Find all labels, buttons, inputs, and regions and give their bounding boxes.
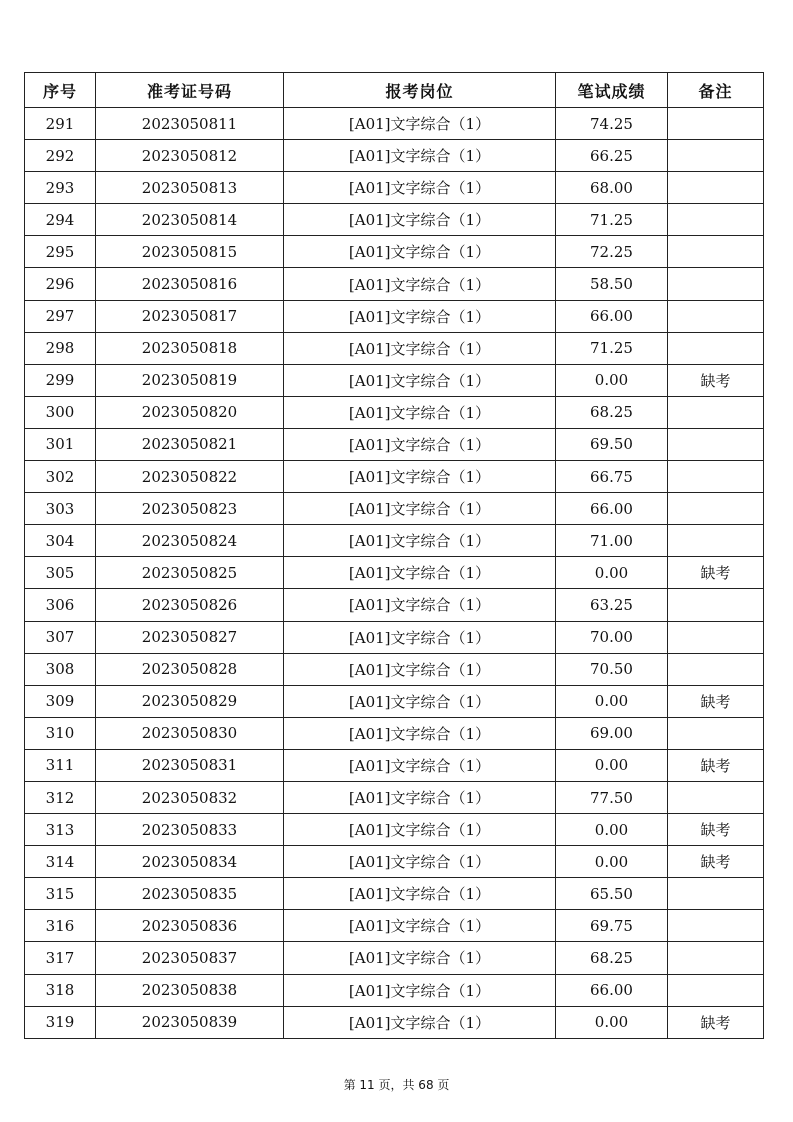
ticket-number-cell: 2023050826 [96, 589, 284, 621]
ticket-number-cell: 2023050821 [96, 428, 284, 460]
serial-number-cell: 304 [25, 525, 96, 557]
remark-cell [668, 300, 764, 332]
page-footer: 第 11 页，共 68 页 [343, 1078, 450, 1092]
table-row [25, 910, 764, 942]
score-cell: 72.25 [556, 236, 668, 268]
table-row [25, 172, 764, 204]
ticket-number-cell: 2023050837 [96, 942, 284, 974]
ticket-number-cell: 2023050818 [96, 332, 284, 364]
position-cell: [A01]文字综合（1） [284, 461, 556, 493]
position-cell: [A01]文字综合（1） [284, 396, 556, 428]
score-cell: 0.00 [556, 749, 668, 781]
serial-number-cell: 299 [25, 364, 96, 396]
remark-cell [668, 942, 764, 974]
position-cell: [A01]文字综合（1） [284, 268, 556, 300]
ticket-number-cell: 2023050834 [96, 846, 284, 878]
remark-cell [668, 653, 764, 685]
remark-cell [668, 204, 764, 236]
score-cell: 58.50 [556, 268, 668, 300]
score-cell: 71.00 [556, 525, 668, 557]
header-ticket-number: 准考证号码 [96, 73, 284, 108]
position-cell: [A01]文字综合（1） [284, 525, 556, 557]
score-cell: 0.00 [556, 685, 668, 717]
table-row [25, 846, 764, 878]
ticket-number-cell: 2023050815 [96, 236, 284, 268]
score-cell: 69.75 [556, 910, 668, 942]
header-position: 报考岗位 [284, 73, 556, 108]
score-cell: 70.00 [556, 621, 668, 653]
table-row [25, 781, 764, 813]
score-cell: 0.00 [556, 846, 668, 878]
score-cell: 0.00 [556, 557, 668, 589]
serial-number-cell: 297 [25, 300, 96, 332]
ticket-number-cell: 2023050828 [96, 653, 284, 685]
table-row [25, 461, 764, 493]
table-row [25, 974, 764, 1006]
serial-number-cell: 316 [25, 910, 96, 942]
table-header [25, 73, 764, 108]
header-written-score: 笔试成绩 [556, 73, 668, 108]
score-cell: 69.00 [556, 717, 668, 749]
table-row [25, 396, 764, 428]
remark-cell [668, 717, 764, 749]
position-cell: [A01]文字综合（1） [284, 172, 556, 204]
serial-number-cell: 317 [25, 942, 96, 974]
remark-cell [668, 493, 764, 525]
ticket-number-cell: 2023050825 [96, 557, 284, 589]
ticket-number-cell: 2023050822 [96, 461, 284, 493]
table-row [25, 493, 764, 525]
table-row [25, 268, 764, 300]
remark-cell [668, 268, 764, 300]
position-cell: [A01]文字综合（1） [284, 1006, 556, 1038]
score-cell: 71.25 [556, 332, 668, 364]
position-cell: [A01]文字综合（1） [284, 108, 556, 140]
remark-cell [668, 974, 764, 1006]
header-remarks: 备注 [668, 73, 764, 108]
table-row [25, 878, 764, 910]
table-row [25, 108, 764, 140]
remark-cell [668, 108, 764, 140]
ticket-number-cell: 2023050829 [96, 685, 284, 717]
serial-number-cell: 319 [25, 1006, 96, 1038]
table-row [25, 557, 764, 589]
position-cell: [A01]文字综合（1） [284, 332, 556, 364]
score-cell: 68.25 [556, 396, 668, 428]
ticket-number-cell: 2023050811 [96, 108, 284, 140]
table-row [25, 204, 764, 236]
ticket-number-cell: 2023050835 [96, 878, 284, 910]
serial-number-cell: 308 [25, 653, 96, 685]
score-cell: 70.50 [556, 653, 668, 685]
remark-cell [668, 396, 764, 428]
serial-number-cell: 298 [25, 332, 96, 364]
remark-cell [668, 621, 764, 653]
serial-number-cell: 306 [25, 589, 96, 621]
serial-number-cell: 307 [25, 621, 96, 653]
position-cell: [A01]文字综合（1） [284, 300, 556, 332]
position-cell: [A01]文字综合（1） [284, 749, 556, 781]
table-row [25, 717, 764, 749]
ticket-number-cell: 2023050839 [96, 1006, 284, 1038]
serial-number-cell: 300 [25, 396, 96, 428]
table-row [25, 236, 764, 268]
remark-cell [668, 910, 764, 942]
ticket-number-cell: 2023050813 [96, 172, 284, 204]
ticket-number-cell: 2023050820 [96, 396, 284, 428]
table-row [25, 332, 764, 364]
position-cell: [A01]文字综合（1） [284, 204, 556, 236]
ticket-number-cell: 2023050816 [96, 268, 284, 300]
header-row [25, 73, 764, 108]
serial-number-cell: 318 [25, 974, 96, 1006]
serial-number-cell: 292 [25, 140, 96, 172]
remark-cell: 缺考 [668, 1006, 764, 1038]
ticket-number-cell: 2023050831 [96, 749, 284, 781]
remark-cell [668, 140, 764, 172]
table-row [25, 140, 764, 172]
position-cell: [A01]文字综合（1） [284, 589, 556, 621]
table-row [25, 1006, 764, 1038]
position-cell: [A01]文字综合（1） [284, 621, 556, 653]
serial-number-cell: 311 [25, 749, 96, 781]
serial-number-cell: 314 [25, 846, 96, 878]
serial-number-cell: 301 [25, 428, 96, 460]
remark-cell [668, 236, 764, 268]
table-row [25, 653, 764, 685]
score-cell: 66.00 [556, 300, 668, 332]
position-cell: [A01]文字综合（1） [284, 364, 556, 396]
remark-cell [668, 589, 764, 621]
position-cell: [A01]文字综合（1） [284, 910, 556, 942]
remark-cell [668, 878, 764, 910]
remark-cell: 缺考 [668, 846, 764, 878]
remark-cell [668, 332, 764, 364]
position-cell: [A01]文字综合（1） [284, 653, 556, 685]
table-row [25, 364, 764, 396]
score-cell: 68.00 [556, 172, 668, 204]
score-cell: 74.25 [556, 108, 668, 140]
score-cell: 66.75 [556, 461, 668, 493]
score-cell: 65.50 [556, 878, 668, 910]
serial-number-cell: 302 [25, 461, 96, 493]
table-row [25, 685, 764, 717]
table-row [25, 814, 764, 846]
table-body [25, 108, 764, 1039]
serial-number-cell: 313 [25, 814, 96, 846]
serial-number-cell: 309 [25, 685, 96, 717]
remark-cell [668, 781, 764, 813]
ticket-number-cell: 2023050823 [96, 493, 284, 525]
remark-cell: 缺考 [668, 557, 764, 589]
remark-cell [668, 172, 764, 204]
score-cell: 0.00 [556, 364, 668, 396]
score-cell: 66.00 [556, 974, 668, 1006]
remark-cell: 缺考 [668, 749, 764, 781]
ticket-number-cell: 2023050836 [96, 910, 284, 942]
serial-number-cell: 294 [25, 204, 96, 236]
remark-cell: 缺考 [668, 685, 764, 717]
serial-number-cell: 293 [25, 172, 96, 204]
table-row [25, 525, 764, 557]
table-row [25, 749, 764, 781]
table-row [25, 428, 764, 460]
ticket-number-cell: 2023050832 [96, 781, 284, 813]
position-cell: [A01]文字综合（1） [284, 236, 556, 268]
serial-number-cell: 312 [25, 781, 96, 813]
ticket-number-cell: 2023050827 [96, 621, 284, 653]
remark-cell: 缺考 [668, 814, 764, 846]
score-cell: 69.50 [556, 428, 668, 460]
ticket-number-cell: 2023050817 [96, 300, 284, 332]
position-cell: [A01]文字综合（1） [284, 140, 556, 172]
serial-number-cell: 296 [25, 268, 96, 300]
serial-number-cell: 295 [25, 236, 96, 268]
score-cell: 0.00 [556, 814, 668, 846]
position-cell: [A01]文字综合（1） [284, 781, 556, 813]
position-cell: [A01]文字综合（1） [284, 846, 556, 878]
position-cell: [A01]文字综合（1） [284, 814, 556, 846]
position-cell: [A01]文字综合（1） [284, 493, 556, 525]
serial-number-cell: 310 [25, 717, 96, 749]
remark-cell [668, 428, 764, 460]
position-cell: [A01]文字综合（1） [284, 685, 556, 717]
score-cell: 66.25 [556, 140, 668, 172]
serial-number-cell: 305 [25, 557, 96, 589]
table-row [25, 621, 764, 653]
ticket-number-cell: 2023050833 [96, 814, 284, 846]
serial-number-cell: 315 [25, 878, 96, 910]
table-row [25, 300, 764, 332]
table-row [25, 942, 764, 974]
position-cell: [A01]文字综合（1） [284, 428, 556, 460]
score-cell: 77.50 [556, 781, 668, 813]
ticket-number-cell: 2023050819 [96, 364, 284, 396]
ticket-number-cell: 2023050838 [96, 974, 284, 1006]
position-cell: [A01]文字综合（1） [284, 557, 556, 589]
header-serial-number: 序号 [25, 73, 96, 108]
ticket-number-cell: 2023050814 [96, 204, 284, 236]
remark-cell [668, 525, 764, 557]
score-cell: 71.25 [556, 204, 668, 236]
ticket-number-cell: 2023050812 [96, 140, 284, 172]
remark-cell: 缺考 [668, 364, 764, 396]
score-cell: 0.00 [556, 1006, 668, 1038]
table-row [25, 589, 764, 621]
remark-cell [668, 461, 764, 493]
ticket-number-cell: 2023050824 [96, 525, 284, 557]
serial-number-cell: 303 [25, 493, 96, 525]
serial-number-cell: 291 [25, 108, 96, 140]
position-cell: [A01]文字综合（1） [284, 878, 556, 910]
score-cell: 63.25 [556, 589, 668, 621]
position-cell: [A01]文字综合（1） [284, 942, 556, 974]
score-cell: 68.25 [556, 942, 668, 974]
score-table [24, 72, 764, 1039]
position-cell: [A01]文字综合（1） [284, 717, 556, 749]
score-cell: 66.00 [556, 493, 668, 525]
position-cell: [A01]文字综合（1） [284, 974, 556, 1006]
ticket-number-cell: 2023050830 [96, 717, 284, 749]
